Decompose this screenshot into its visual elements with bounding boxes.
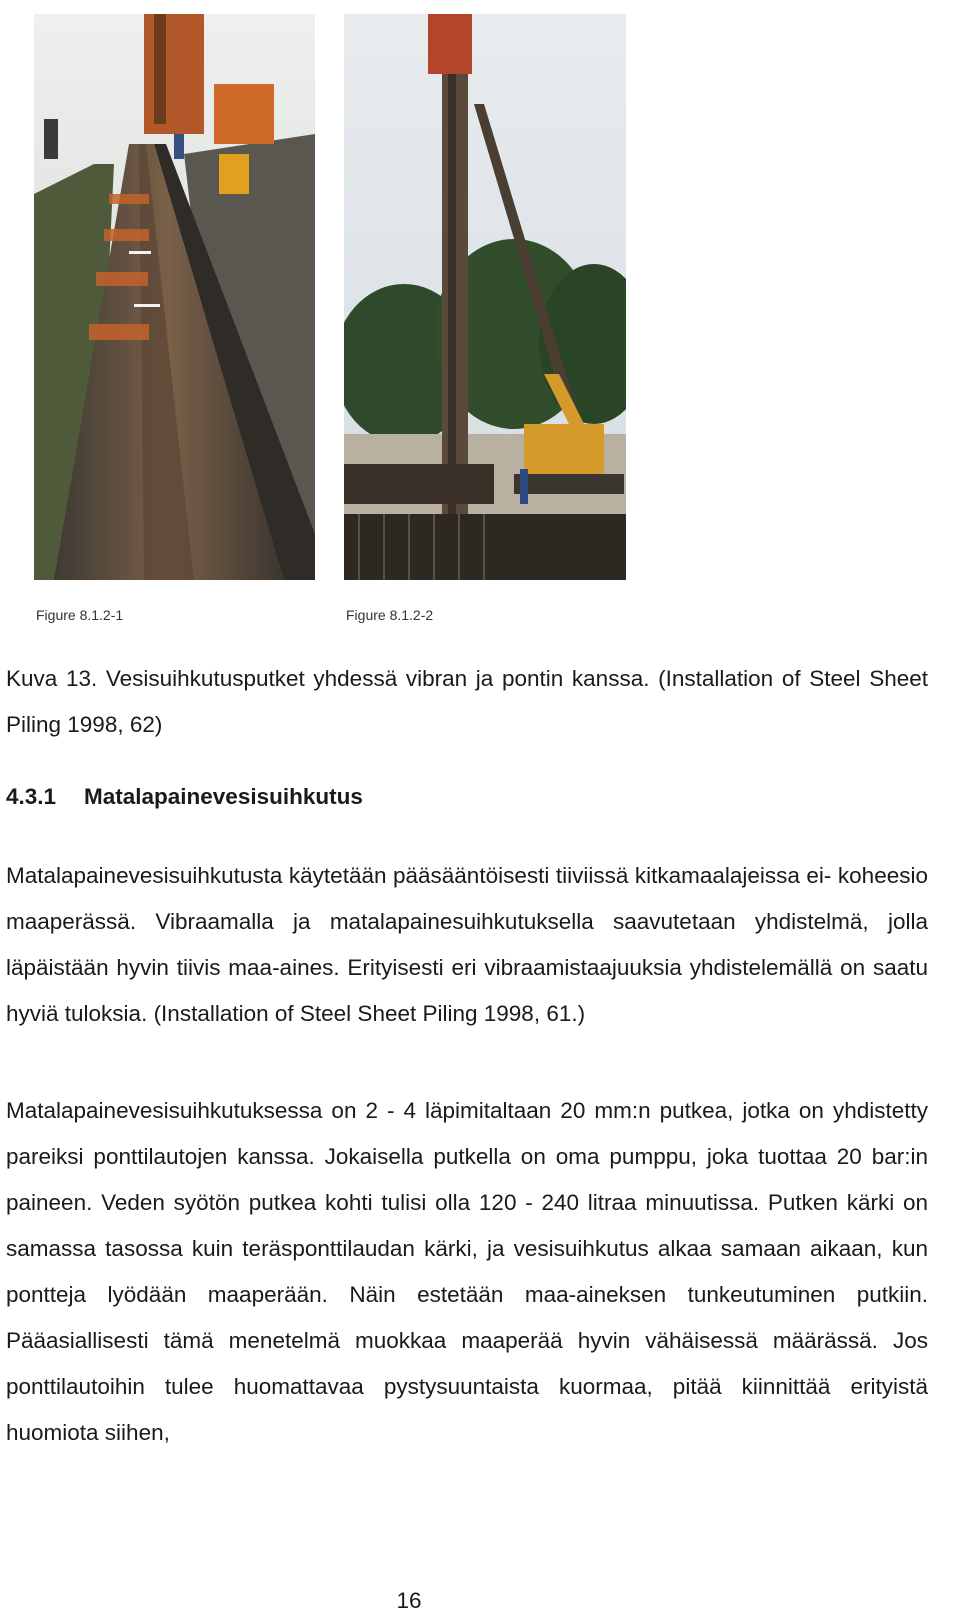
section-title: Matalapainevesisuihkutus <box>84 784 363 809</box>
figure-photo-vibro-rig <box>344 14 626 580</box>
figure-caption: Kuva 13. Vesisuihkutusputket yhdessä vibran ja pontin kanssa. (Installation of Steel Sheet Piling 1998, 62) <box>6 666 928 737</box>
body-paragraph: Matalapainevesisuihkutusta käytetään pääsääntöisesti tiiviissä kitkamaalajeissa ei- koheesio maaperässä. Vibraamalla ja matalapainesuihkutuksella saavutetaan yhdistelmä, jolla läpäistään hyvin tiivis maa-aines. Erityisesti eri vibraamistaajuuksia yhdistelemällä on saatu hyviä tuloksia. (Installation of Steel Sheet Piling 1998, 61.) <box>6 863 928 1026</box>
section-heading <box>6 784 363 810</box>
body-paragraph: Matalapainevesisuihkutuksessa on 2 - 4 läpimitaltaan 20 mm:n putkea, jotka on yhdistetty pareiksi ponttilautojen kanssa. Jokaisella putkella on oma pumppu, joka tuottaa 20 bar:in paineen. Veden syötön putkea kohti tulisi olla 120 - 240 litraa minuutissa. Putken kärki on samassa tasossa kuin teräsponttilaudan kärki, ja vesisuihkutus alkaa samaan aikaan, kun pontteja lyödään maaperään. Näin estetään maa-aineksen tunkeutuminen putkiin. Pääasiallisesti tämä menetelmä muokkaa maaperää hyvin vähäisessä määrässä. Jos ponttilautoihin tulee huomattavaa pystysuuntaista kuormaa, pitää kiinnittää erityistä huomiota siihen, <box>6 1098 928 1445</box>
figure-photo-sheet-piles <box>34 14 315 580</box>
section-number: 4.3.1 <box>6 784 57 809</box>
figure-label: Figure 8.1.2-2 <box>346 607 434 623</box>
figure-label: Figure 8.1.2-1 <box>36 607 124 623</box>
page-number: 16 <box>396 1588 422 1613</box>
